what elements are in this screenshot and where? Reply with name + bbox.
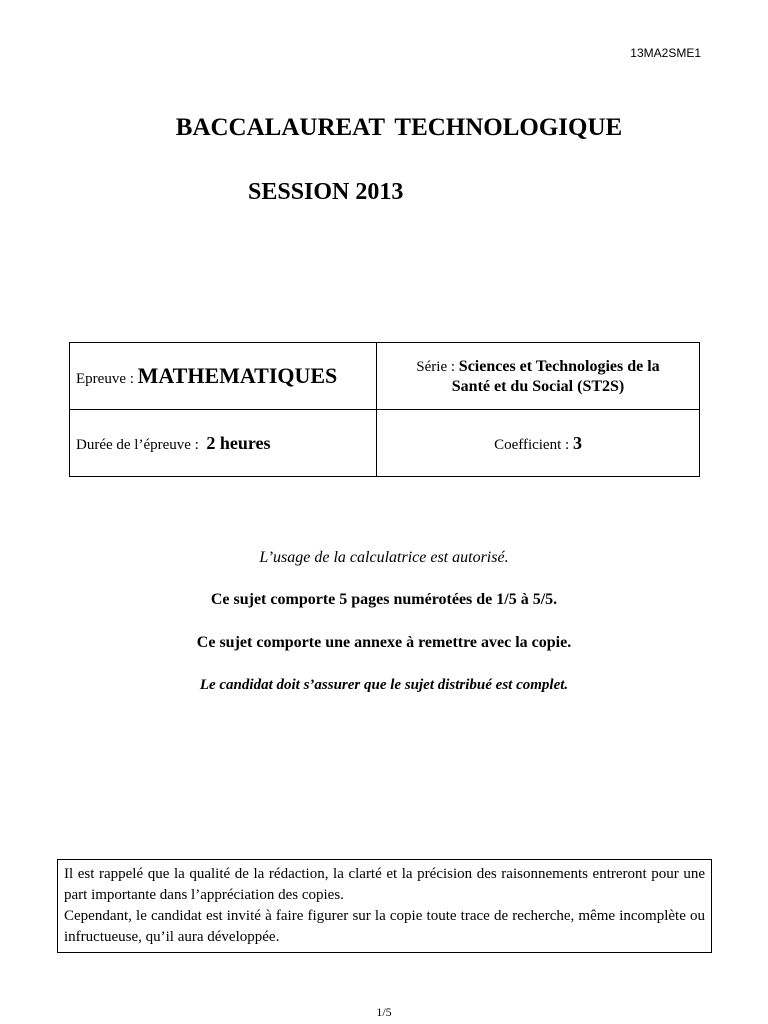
notice-paragraph-2: Cependant, le candidat est invité à faire figurer sur la copie toute trace de recherche, même incomplète ou infructueuse, qu’il aura développée.	[64, 908, 705, 945]
completeness-notice: Le candidat doit s’assurer que le sujet distribué est complet.	[199, 677, 569, 693]
duree-label: Durée de l’épreuve :	[76, 436, 203, 453]
session-title: SESSION 2013	[248, 179, 404, 205]
pages-notice: Ce sujet comporte 5 pages numérotées de 1/5 à 5/5.	[210, 591, 558, 608]
table-row	[70, 343, 700, 410]
writing-quality-notice	[57, 859, 712, 953]
document-code: 13MA2SME1	[630, 46, 701, 60]
duree-cell	[70, 410, 377, 477]
coefficient-value: 3	[572, 432, 582, 453]
calculator-notice: L’usage de la calculatrice est autorisé.	[259, 549, 509, 566]
coefficient-label: Coefficient :	[494, 436, 573, 453]
annex-notice: Ce sujet comporte une annexe à remettre avec la copie.	[196, 634, 572, 651]
serie-value-line2: Santé et du Social (ST2S)	[451, 377, 625, 395]
page-number: 1/5	[376, 1005, 392, 1019]
epreuve-cell	[70, 343, 377, 410]
serie-label: Série :	[416, 358, 459, 375]
table-row	[70, 410, 700, 477]
serie-cell	[377, 343, 700, 410]
epreuve-value: MATHEMATIQUES	[137, 363, 338, 388]
serie-value-line1: Sciences et Technologies de la	[458, 357, 660, 375]
notice-paragraph-1: Il est rappelé que la qualité de la rédaction, la clarté et la précision des raisonnements entreront pour une part importante dans l’appréciation des copies.	[64, 866, 705, 903]
coefficient-cell	[377, 410, 700, 477]
duree-value: 2 heures	[206, 432, 271, 453]
exam-info-table	[69, 342, 700, 477]
exam-title: BACCALAUREAT TECHNOLOGIQUE	[175, 114, 623, 141]
epreuve-label: Epreuve :	[76, 371, 138, 387]
